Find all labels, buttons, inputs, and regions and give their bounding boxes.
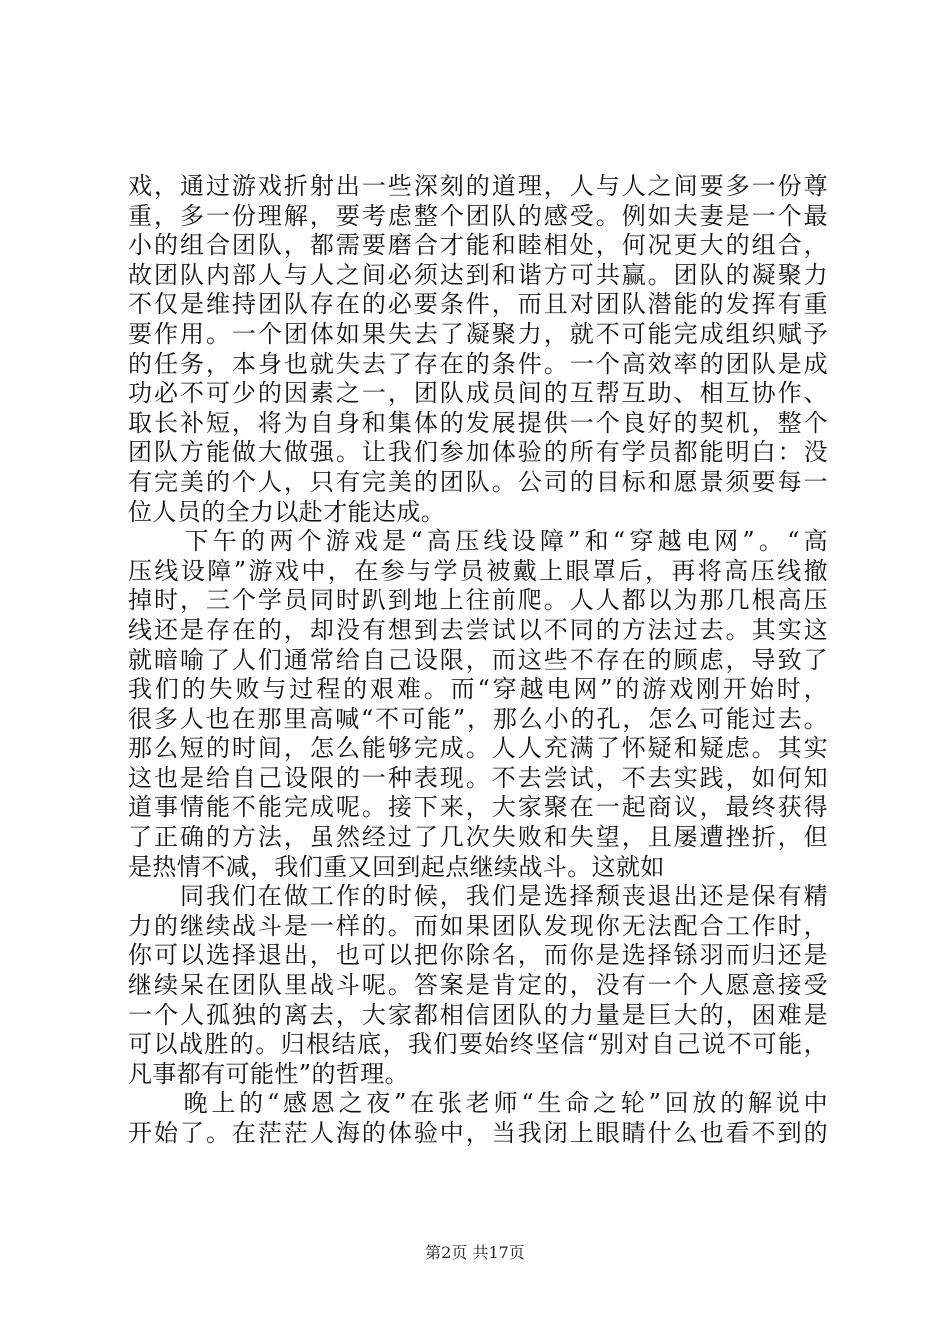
text-line: 团队方能做大做强。让我们参加体验的所有学员都能明白：没 <box>128 438 828 467</box>
text-line: 开始了。在茫茫人海的体验中，当我闭上眼睛什么也看不到的 <box>128 1119 828 1147</box>
text-line: 戏，通过游戏折射出一些深刻的道理，人与人之间要多一份尊 <box>128 172 828 200</box>
text-line: 功必不可少的因素之一，团队成员间的互帮互助、相互协作、 <box>128 379 828 408</box>
text-line: 的任务，本身也就失去了存在的条件。一个高效率的团队是成 <box>128 349 828 378</box>
text-line: 位人员的全力以赴才能达成。 <box>128 497 446 526</box>
text-line: 可以战胜的。归根结底，我们要始终坚信“别对自己说不可能， <box>128 1030 828 1059</box>
text-line: 晚上的“感恩之夜”在张老师“生命之轮”回放的解说中 <box>128 1089 828 1118</box>
text-line: 我们的失败与过程的艰难。而“穿越电网”的游戏刚开始时， <box>128 675 828 704</box>
page-footer: 第2页 共17页 <box>425 1243 525 1262</box>
text-line: 那么短的时间，怎么能够完成。人人充满了怀疑和疑虑。其实 <box>128 734 828 763</box>
text-line: 你可以选择退出，也可以把你除名，而你是选择铩羽而归还是 <box>128 941 828 970</box>
text-line: 道事情能不能完成呢。接下来，大家聚在一起商议，最终获得 <box>128 793 828 822</box>
text-line: 有完美的个人，只有完美的团队。公司的目标和愿景须要每一 <box>128 467 828 496</box>
text-line: 一个人孤独的离去，大家都相信团队的力量是巨大的，困难是 <box>128 1000 828 1029</box>
text-line: 凡事都有可能性”的哲理。 <box>128 1059 410 1088</box>
text-line: 了正确的方法，虽然经过了几次失败和失望，且屡遭挫折，但 <box>128 823 828 852</box>
text-line: 压线设障”游戏中，在参与学员被戴上眼罩后，再将高压线撤 <box>128 556 828 585</box>
text-line: 掉时，三个学员同时趴到地上往前爬。人人都以为那几根高压 <box>128 586 828 615</box>
text-line: 很多人也在那里高喊“不可能”，那么小的孔，怎么可能过去。 <box>128 704 828 733</box>
text-line: 取长补短，将为自身和集体的发展提供一个良好的契机，整个 <box>128 408 828 437</box>
text-line: 继续呆在团队里战斗呢。答案是肯定的，没有一个人愿意接受 <box>128 971 828 1000</box>
text-line: 这也是给自己设限的一种表现。不去尝试，不去实践，如何知 <box>128 763 828 792</box>
text-line: 小的组合团队，都需要磨合才能和睦相处，何况更大的组合， <box>128 231 828 260</box>
text-line: 线还是存在的，却没有想到去尝试以不同的方法过去。其实这 <box>128 615 828 644</box>
body-text <box>128 172 828 1149</box>
text-line: 故团队内部人与人之间必须达到和谐方可共赢。团队的凝聚力 <box>128 260 828 289</box>
text-line: 下午的两个游戏是“高压线设障”和“穿越电网”。“高 <box>128 527 828 556</box>
text-line: 是热情不减，我们重又回到起点继续战斗。这就如 <box>128 852 665 881</box>
text-line: 重，多一份理解，要考虑整个团队的感受。例如夫妻是一个最 <box>128 201 828 230</box>
text-line: 不仅是维持团队存在的必要条件，而且对团队潜能的发挥有重 <box>128 290 828 319</box>
text-line: 要作用。一个团体如果失去了凝聚力，就不可能完成组织赋予 <box>128 319 828 348</box>
text-line: 就暗喻了人们通常给自己设限，而这些不存在的顾虑，导致了 <box>128 645 828 674</box>
text-line: 力的继续战斗是一样的。而如果团队发现你无法配合工作时， <box>128 911 828 940</box>
text-line: 同我们在做工作的时候，我们是选择颓丧退出还是保有精 <box>128 882 828 911</box>
